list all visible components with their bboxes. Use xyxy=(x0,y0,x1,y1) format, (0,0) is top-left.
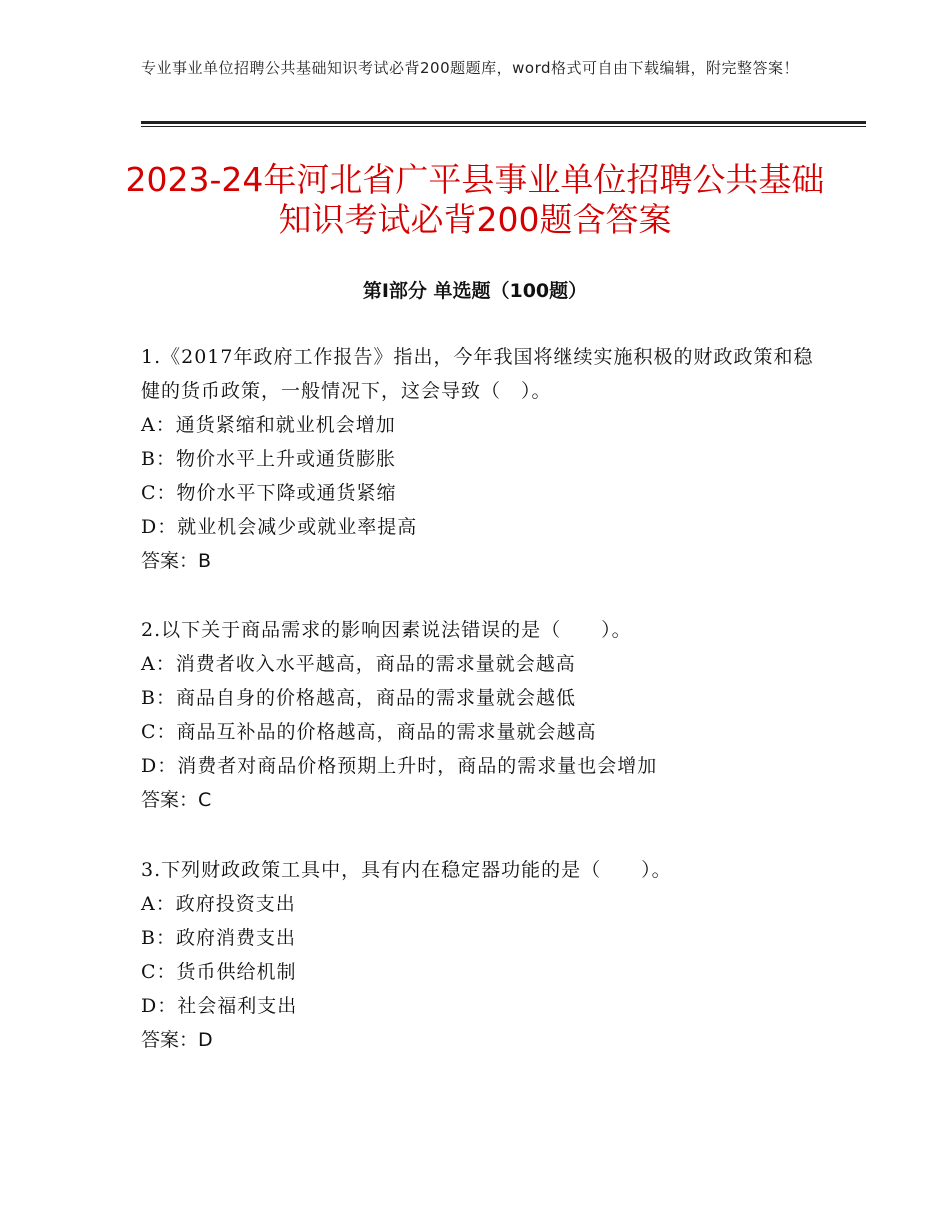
header-rule-thin xyxy=(141,126,866,127)
section-heading: 第Ⅰ部分 单选题（100题） xyxy=(362,280,588,302)
option-d: D：就业机会减少或就业率提高 xyxy=(141,516,418,538)
answer: 答案：D xyxy=(141,1029,213,1051)
option-b: B：物价水平上升或通货膨胀 xyxy=(141,448,396,470)
option-a: A：通货紧缩和就业机会增加 xyxy=(141,414,396,436)
document-title: 2023-24年河北省广平县事业单位招聘公共基础知识考试必背200题含答案 xyxy=(125,160,825,239)
option-b: B：政府消费支出 xyxy=(141,927,296,949)
option-d: D：消费者对商品价格预期上升时，商品的需求量也会增加 xyxy=(141,755,658,777)
option-c: C：货币供给机制 xyxy=(141,961,297,983)
option-b: B：商品自身的价格越高，商品的需求量就会越低 xyxy=(141,687,576,709)
question-stem: 2.以下关于商品需求的影响因素说法错误的是（ ）。 xyxy=(141,619,632,641)
question-1 xyxy=(141,340,821,578)
question-2 xyxy=(141,613,821,817)
question-stem: 3.下列财政政策工具中，具有内在稳定器功能的是（ ）。 xyxy=(141,859,672,881)
question-stem: 1.《2017年政府工作报告》指出，今年我国将继续实施积极的财政政策和稳健的货币政策，一般情况下，这会导致（ ）。 xyxy=(141,346,814,402)
option-a: A：消费者收入水平越高，商品的需求量就会越高 xyxy=(141,653,576,675)
header-note: 专业事业单位招聘公共基础知识考试必背200题题库，word格式可自由下载编辑，附完整答案！ xyxy=(141,59,800,77)
answer: 答案：C xyxy=(141,789,212,811)
option-c: C：物价水平下降或通货紧缩 xyxy=(141,482,397,504)
option-d: D：社会福利支出 xyxy=(141,995,298,1017)
option-a: A：政府投资支出 xyxy=(141,893,296,915)
option-c: C：商品互补品的价格越高，商品的需求量就会越高 xyxy=(141,721,597,743)
header-rule-thick xyxy=(141,121,866,124)
question-3 xyxy=(141,853,821,1057)
answer: 答案：B xyxy=(141,550,212,572)
